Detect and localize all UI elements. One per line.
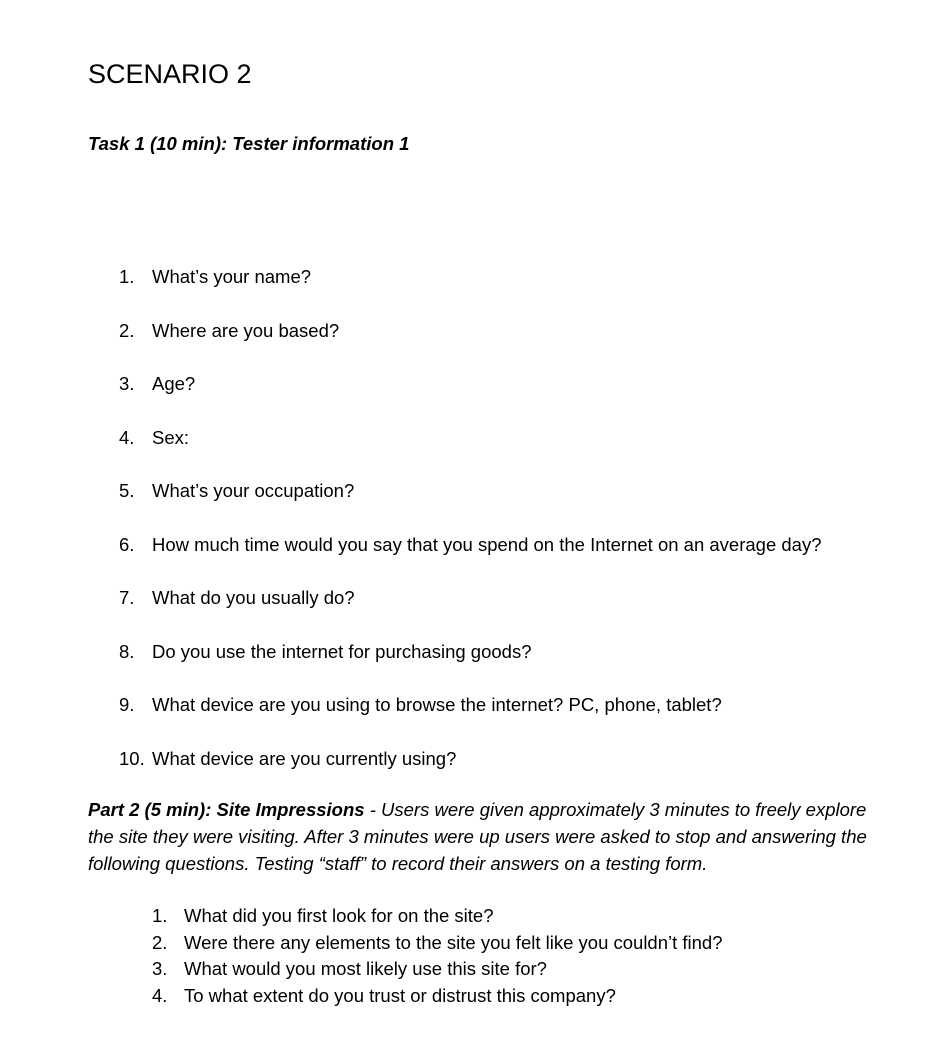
part2-paragraph xyxy=(88,796,888,877)
question-text: Where are you based? xyxy=(152,319,340,341)
question-text: Age? xyxy=(152,373,196,394)
question-text: What would you most likely use this site for? xyxy=(184,958,547,979)
task1-title: Task 1 (10 min): Tester information 1 xyxy=(88,133,410,154)
question-text: What did you first look for on the site? xyxy=(184,905,494,926)
document-heading: SCENARIO 2 xyxy=(88,59,252,89)
question-text: How much time would you say that you spend on the Internet on an average day? xyxy=(152,533,822,555)
question-text: What device are you using to browse the internet? PC, phone, tablet? xyxy=(152,694,722,715)
question-number: 10. xyxy=(119,747,145,769)
part2-title: Part 2 (5 min): Site Impressions xyxy=(88,799,365,820)
question-number: 5. xyxy=(119,480,135,501)
question-text: What’s your name? xyxy=(152,266,312,287)
question-number: 2. xyxy=(152,931,168,953)
question-number: 9. xyxy=(119,694,135,715)
question-number: 4. xyxy=(152,984,168,1006)
question-number: 8. xyxy=(119,640,135,662)
question-number: 4. xyxy=(119,426,135,448)
question-text: What’s your occupation? xyxy=(152,480,355,501)
question-number: 7. xyxy=(119,587,135,608)
part2-description: - Users were given approximately 3 minutes to freely explore the site they were visiting. After 3 minutes were up users were asked to stop and answering the following questions. Testing “staff” to record their answers on a testing form. xyxy=(88,799,867,874)
question-number: 1. xyxy=(152,905,168,926)
question-text: To what extent do you trust or distrust this company? xyxy=(184,984,616,1006)
question-number: 1. xyxy=(119,266,135,287)
question-text: Were there any elements to the site you felt like you couldn’t find? xyxy=(184,931,723,953)
question-text: Do you use the internet for purchasing goods? xyxy=(152,640,532,662)
question-number: 2. xyxy=(119,319,135,341)
question-number: 6. xyxy=(119,533,135,555)
question-text: What device are you currently using? xyxy=(152,747,457,769)
question-number: 3. xyxy=(119,373,135,394)
question-number: 3. xyxy=(152,958,168,979)
question-text: Sex: xyxy=(152,426,190,448)
question-text: What do you usually do? xyxy=(152,587,355,608)
